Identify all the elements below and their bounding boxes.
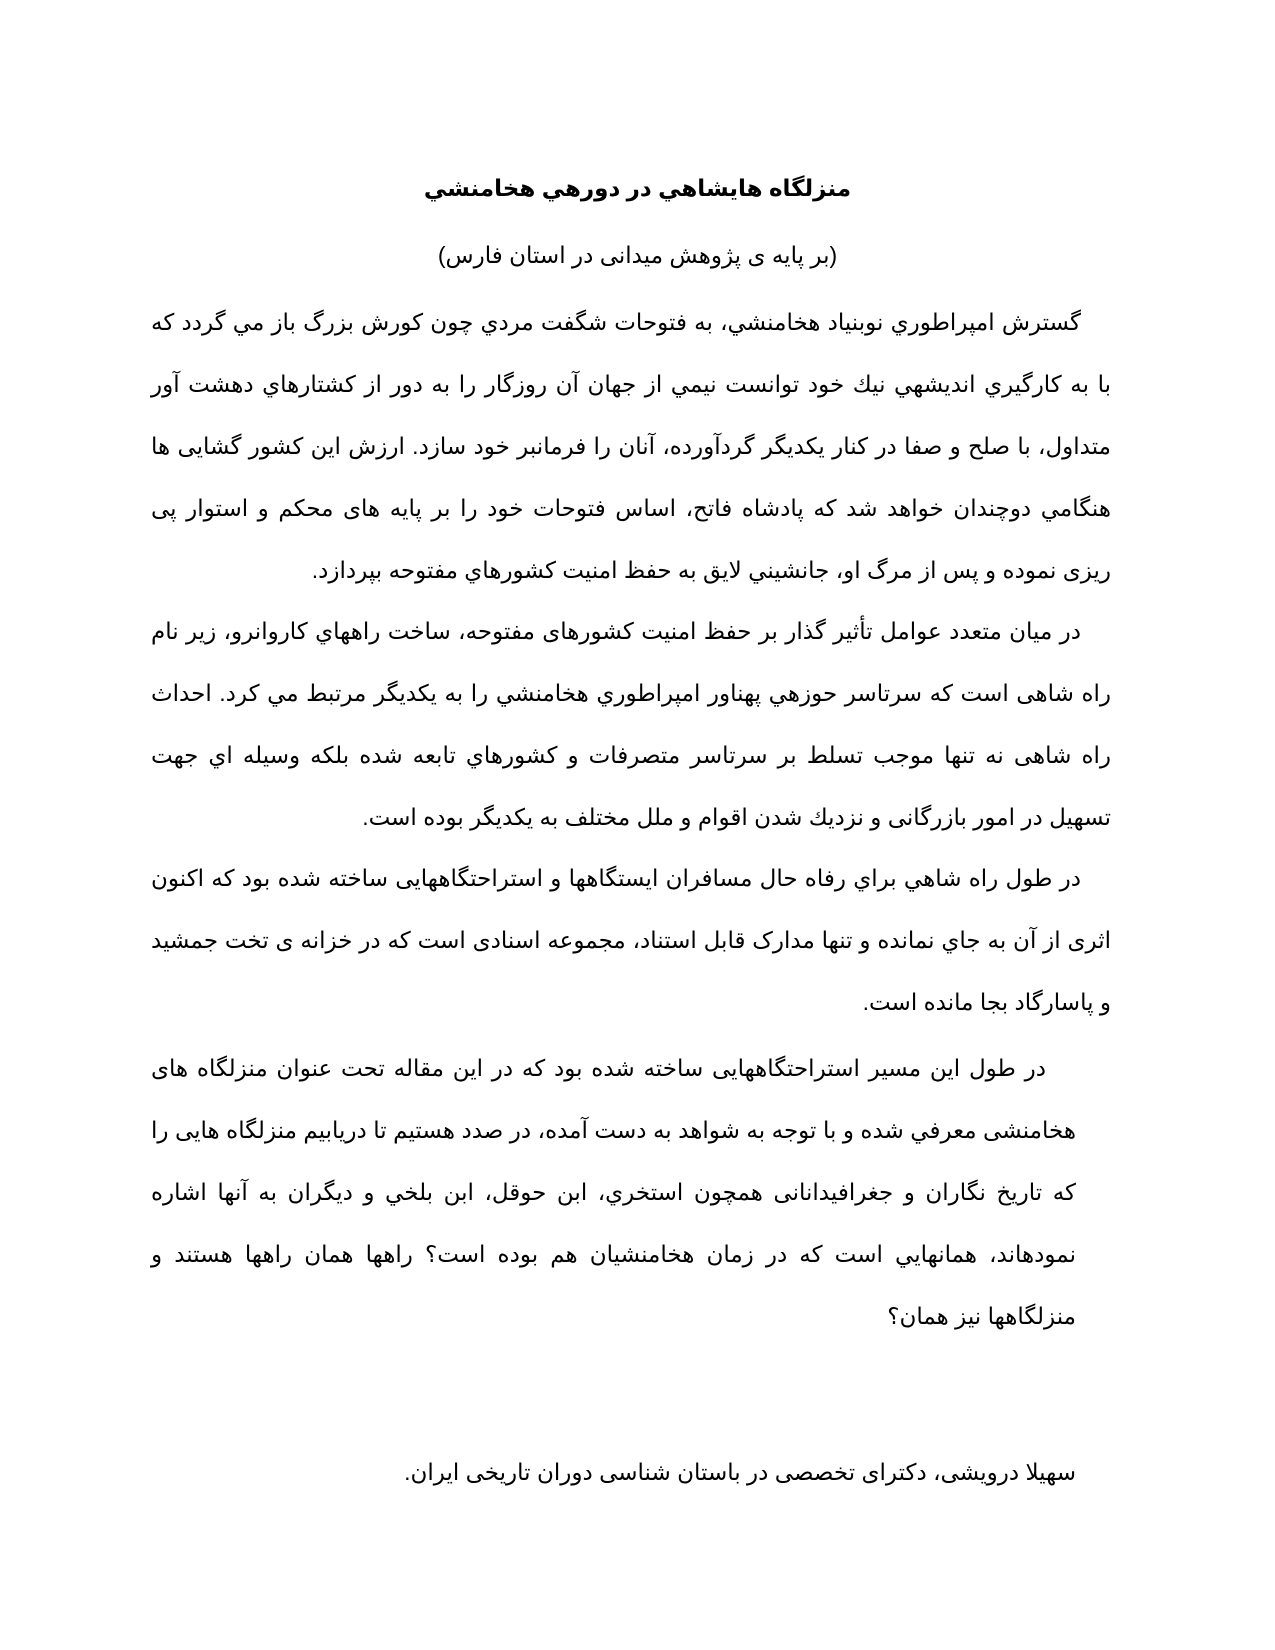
page-subtitle: (بر پایه ی پژوهش میدانی در استان فارس) (437, 242, 838, 268)
paragraph-2: در ميان متعدد عوامل تأثير گذار بر حفظ امنيت كشورهای مفتوحه، ساخت راههاي كاروانرو، زير نام راه شاهی است كه سرتاسر حوزهي پهناور امپراطوري هخامنشي را به يكديگر مرتبط مي كرد. احداث راه شاهی نه تنها موجب تسلط بر سرتاسر متصرفات و كشورهاي تابعه شده بلكه وسيله اي جهت تسهيل در امور بازرگانی و نزديك شدن اقوام و ملل مختلف به يكديگر بوده است. (151, 618, 1111, 830)
page-title: منزلگاه هایشاهي در دورهي هخامنشي (423, 175, 852, 201)
paragraph-1: گسترش امپراطوري نوبنياد هخامنشي، به فتوحات شگفت مردي چون كورش بزرگ باز مي گردد كه با به كارگيري انديشهي نيك خود توانست نيمي از جهان آن روزگار را به دور از كشتارهاي دهشت آور متداول، با صلح و صفا در كنار يكديگر گردآورده، آنان را فرمانبر خود سازد. ارزش اين كشور گشایی ها هنگامي دوچندان خواهد شد كه پادشاه فاتح، اساس فتوحات خود را بر پايه های محكم و استوار پی ریزی نموده و پس از مرگ او، جانشيني لايق به حفظ امنيت كشورهاي مفتوحه بپردازد. (151, 309, 1111, 583)
paragraph-3: در طول راه شاهي براي رفاه حال مسافران ایستگاهها و استراحتگاههایی ساخته شده بود كه اكنون اثری از آن به جاي نمانده و تنها مدارک قابل استناد، مجموعه اسنادی است كه در خزانه ی تخت جمشید و پاسارگاد بجا مانده است. (151, 865, 1111, 1015)
author-note: سهیلا درویشی، دكترای تخصصی در باستان شناسی دوران تاریخی ایران. (404, 1459, 1076, 1485)
paragraph-4: در طول این مسیر استراحتگاههایی ساخته شده بود كه در این مقاله تحت عنوان منزلگاه های هخامنشی معرفي شده و با توجه به شواهد به دست آمده، در صدد هستیم تا دریابیم منزلگاه هایی را كه تاریخ نگاران و جغرافیدانانی همچون استخري، ابن حوقل، ابن بلخي و ديگران به آنها اشاره نمودهاند، همانهايي است كه در زمان هخامنشیان هم بوده است؟ راهها همان راهها هستند و منزلگاهها نيز همان؟ (151, 1055, 1076, 1329)
